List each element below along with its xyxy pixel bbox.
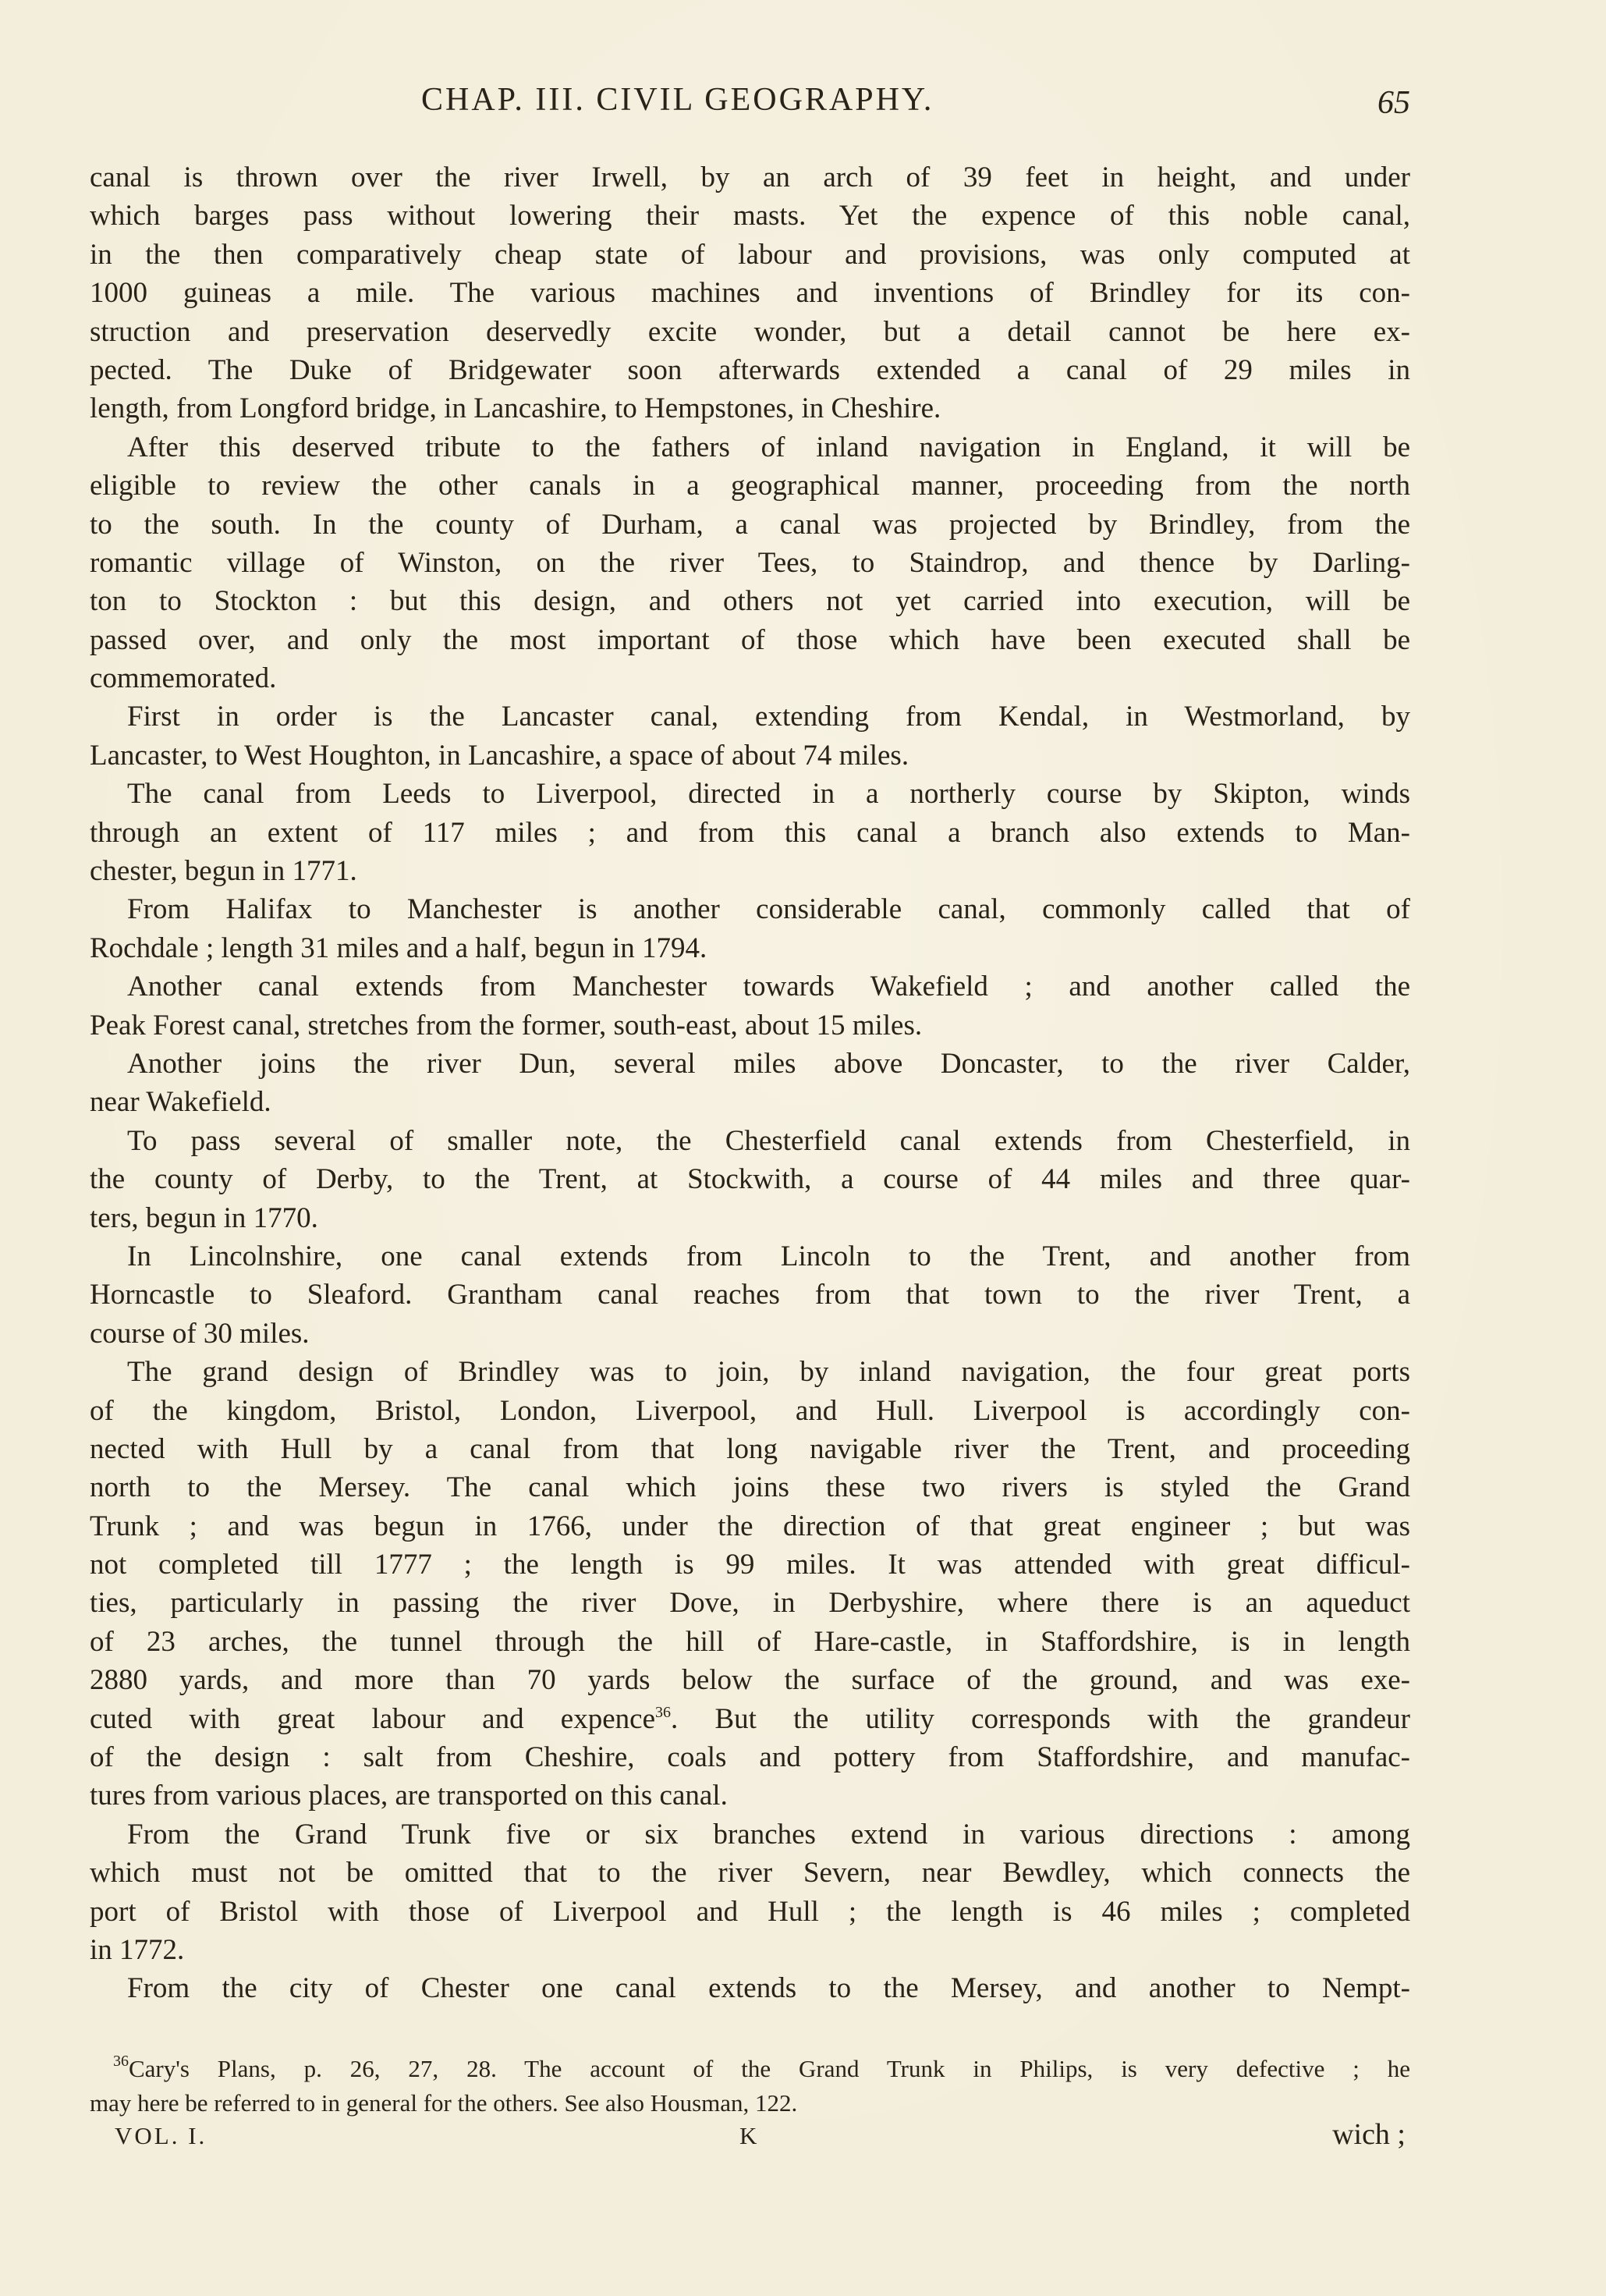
catchword: wich ; bbox=[1332, 2118, 1406, 2151]
text-line bbox=[90, 1931, 1410, 1969]
text-line bbox=[90, 1661, 1410, 1699]
text-line bbox=[90, 1507, 1410, 1545]
text-line bbox=[90, 1122, 1410, 1160]
line-text: ters, begun in 1770. bbox=[90, 1201, 318, 1234]
line-text: In Lincolnshire, one canal extends from Lincoln to the Trent, and another from bbox=[127, 1240, 1410, 1272]
text-line bbox=[90, 736, 1410, 775]
line-text: to the south. In the county of Durham, a canal was projected by Brindley, from the bbox=[90, 508, 1410, 541]
line-text: which barges pass without lowering their masts. Yet the expence of this noble canal, bbox=[90, 200, 1410, 232]
line-text: through an extent of 117 miles ; and from this canal a branch also extends to Man- bbox=[90, 816, 1410, 849]
footnote-text: may here be referred to in general for the others. See also Housman, 122. bbox=[90, 2089, 798, 2117]
line-text: the county of Derby, to the Trent, at Stockwith, a course of 44 miles and three quar- bbox=[90, 1163, 1410, 1196]
line-text: of the design : salt from Cheshire, coals and pottery from Staffordshire, and manufac- bbox=[90, 1741, 1410, 1774]
line-text: tures from various places, are transported on this canal. bbox=[90, 1780, 728, 1812]
text-line bbox=[90, 621, 1410, 659]
line-text: Rochdale ; length 31 miles and a half, begun in 1794. bbox=[90, 932, 707, 964]
text-line bbox=[90, 467, 1410, 505]
line-text: ton to Stockton : but this design, and others not yet carried into execution, will be bbox=[90, 585, 1410, 618]
line-text: Peak Forest canal, stretches from the former, south-east, about 15 miles. bbox=[90, 1009, 923, 1042]
text-line bbox=[90, 351, 1410, 389]
text-line bbox=[90, 852, 1410, 890]
line-text: Another joins the river Dun, several miles above Doncaster, to the river Calder, bbox=[127, 1047, 1410, 1080]
line-text: The grand design of Brindley was to join, by inland navigation, the four great ports bbox=[127, 1356, 1410, 1389]
text-line bbox=[90, 775, 1410, 813]
footnote bbox=[90, 2052, 1410, 2120]
text-line bbox=[90, 236, 1410, 274]
text-line bbox=[90, 1893, 1410, 1931]
line-text: course of 30 miles. bbox=[90, 1317, 310, 1350]
text-line bbox=[90, 1276, 1410, 1314]
line-text: length, from Longford bridge, in Lancashire, to Hempstones, in Cheshire. bbox=[90, 392, 941, 425]
text-line bbox=[90, 389, 1410, 428]
line-text: From Halifax to Manchester is another considerable canal, commonly called that of bbox=[127, 893, 1410, 926]
text-line bbox=[90, 1738, 1410, 1776]
text-line bbox=[90, 697, 1410, 736]
text-line bbox=[90, 1584, 1410, 1622]
text-line bbox=[90, 274, 1410, 312]
text-line bbox=[90, 1315, 1410, 1353]
text-line bbox=[90, 1083, 1410, 1121]
footnote-line bbox=[90, 2086, 1410, 2120]
line-text-continued: . But the utility corresponds with the grandeur bbox=[671, 1702, 1410, 1735]
text-line bbox=[90, 428, 1410, 467]
signature-line bbox=[90, 2118, 1410, 2161]
line-text: commemorated. bbox=[90, 662, 277, 695]
volume-label: VOL. I. bbox=[115, 2122, 207, 2149]
line-text: nected with Hull by a canal from that long navigable river the Trent, and proceeding bbox=[90, 1432, 1410, 1465]
text-line bbox=[90, 1776, 1410, 1815]
line-text: From the city of Chester one canal extends to the Mersey, and another to Nempt- bbox=[127, 1972, 1410, 2005]
line-text: ties, particularly in passing the river Dove, in Derbyshire, where there is an aqueduct bbox=[90, 1587, 1410, 1620]
running-header bbox=[90, 81, 1410, 128]
footnote-text: Cary's Plans, p. 26, 27, 28. The account of the Grand Trunk in Philips, is very defective ; he bbox=[129, 2055, 1410, 2082]
text-line bbox=[90, 1006, 1410, 1045]
text-line bbox=[90, 1969, 1410, 2007]
text-line bbox=[90, 1468, 1410, 1506]
line-text: north to the Mersey. The canal which joins these two rivers is styled the Grand bbox=[90, 1471, 1410, 1504]
page-number: 65 bbox=[1377, 85, 1410, 121]
line-text: chester, begun in 1771. bbox=[90, 855, 357, 888]
text-line bbox=[90, 1237, 1410, 1276]
text-line bbox=[90, 1430, 1410, 1468]
line-text: Trunk ; and was begun in 1766, under the direction of that great engineer ; but was bbox=[90, 1510, 1410, 1542]
text-line bbox=[90, 1700, 1410, 1738]
footnote-reference: 36 bbox=[655, 1703, 671, 1721]
text-line bbox=[90, 929, 1410, 967]
text-line bbox=[90, 158, 1410, 197]
line-text: pected. The Duke of Bridgewater soon afterwards extended a canal of 29 miles in bbox=[90, 353, 1410, 386]
gathering-signature: K bbox=[739, 2122, 757, 2149]
text-line bbox=[90, 1160, 1410, 1198]
chapter-title: CHAP. III. CIVIL GEOGRAPHY. bbox=[421, 82, 934, 118]
text-line bbox=[90, 1392, 1410, 1430]
text-line bbox=[90, 1815, 1410, 1854]
line-text: near Wakefield. bbox=[90, 1086, 271, 1119]
footnote-line bbox=[90, 2052, 1410, 2086]
text-line bbox=[90, 967, 1410, 1006]
line-text: Lancaster, to West Houghton, in Lancashire, a space of about 74 miles. bbox=[90, 739, 909, 772]
line-text: eligible to review the other canals in a geographical manner, proceeding from the north bbox=[90, 470, 1410, 502]
line-text: passed over, and only the most important of those which have been executed shall be bbox=[90, 623, 1410, 656]
line-text: of the kingdom, Bristol, London, Liverpool, and Hull. Liverpool is accordingly con- bbox=[90, 1394, 1410, 1427]
text-line bbox=[90, 659, 1410, 697]
text-line bbox=[90, 1854, 1410, 1892]
line-text: 2880 yards, and more than 70 yards below the surface of the ground, and was exe- bbox=[90, 1664, 1410, 1697]
line-text: cuted with great labour and expence bbox=[90, 1702, 655, 1735]
text-line bbox=[90, 1199, 1410, 1237]
line-text: port of Bristol with those of Liverpool and Hull ; the length is 46 miles ; completed bbox=[90, 1895, 1410, 1928]
text-line bbox=[90, 544, 1410, 582]
line-text: To pass several of smaller note, the Chesterfield canal extends from Chesterfield, in bbox=[127, 1124, 1410, 1157]
text-line bbox=[90, 814, 1410, 852]
text-line bbox=[90, 1353, 1410, 1391]
line-text: of 23 arches, the tunnel through the hill of Hare-castle, in Staffordshire, is in length bbox=[90, 1625, 1410, 1658]
line-text: not completed till 1777 ; the length is 99 miles. It was attended with great difficul- bbox=[90, 1549, 1410, 1581]
text-line bbox=[90, 1623, 1410, 1661]
line-text: The canal from Leeds to Liverpool, directed in a northerly course by Skipton, winds bbox=[127, 778, 1410, 811]
text-line bbox=[90, 506, 1410, 544]
text-line bbox=[90, 313, 1410, 351]
line-text: From the Grand Trunk five or six branches extend in various directions : among bbox=[127, 1818, 1410, 1851]
text-line bbox=[90, 197, 1410, 235]
line-text: canal is thrown over the river Irwell, by an arch of 39 feet in height, and under bbox=[90, 161, 1410, 193]
line-text: First in order is the Lancaster canal, extending from Kendal, in Westmorland, by bbox=[127, 701, 1410, 733]
line-text: which must not be omitted that to the river Severn, near Bewdley, which connects the bbox=[90, 1857, 1410, 1890]
footnote-marker: 36 bbox=[113, 2053, 129, 2070]
line-text: Horncastle to Sleaford. Grantham canal reaches from that town to the river Trent, a bbox=[90, 1279, 1410, 1311]
text-line bbox=[90, 582, 1410, 620]
line-text: Another canal extends from Manchester towards Wakefield ; and another called the bbox=[127, 971, 1410, 1003]
line-text: 1000 guineas a mile. The various machines and inventions of Brindley for its con- bbox=[90, 277, 1410, 310]
text-line bbox=[90, 890, 1410, 928]
line-text: struction and preservation deservedly excite wonder, but a detail cannot be here ex- bbox=[90, 315, 1410, 348]
line-text: in the then comparatively cheap state of labour and provisions, was only computed at bbox=[90, 238, 1410, 271]
text-line bbox=[90, 1545, 1410, 1584]
text-line bbox=[90, 1045, 1410, 1083]
body-text bbox=[90, 158, 1410, 2008]
line-text: in 1772. bbox=[90, 1933, 185, 1966]
line-text: After this deserved tribute to the fathers of inland navigation in England, it will be bbox=[127, 431, 1410, 463]
line-text: romantic village of Winston, on the river Tees, to Staindrop, and thence by Darling- bbox=[90, 546, 1410, 579]
